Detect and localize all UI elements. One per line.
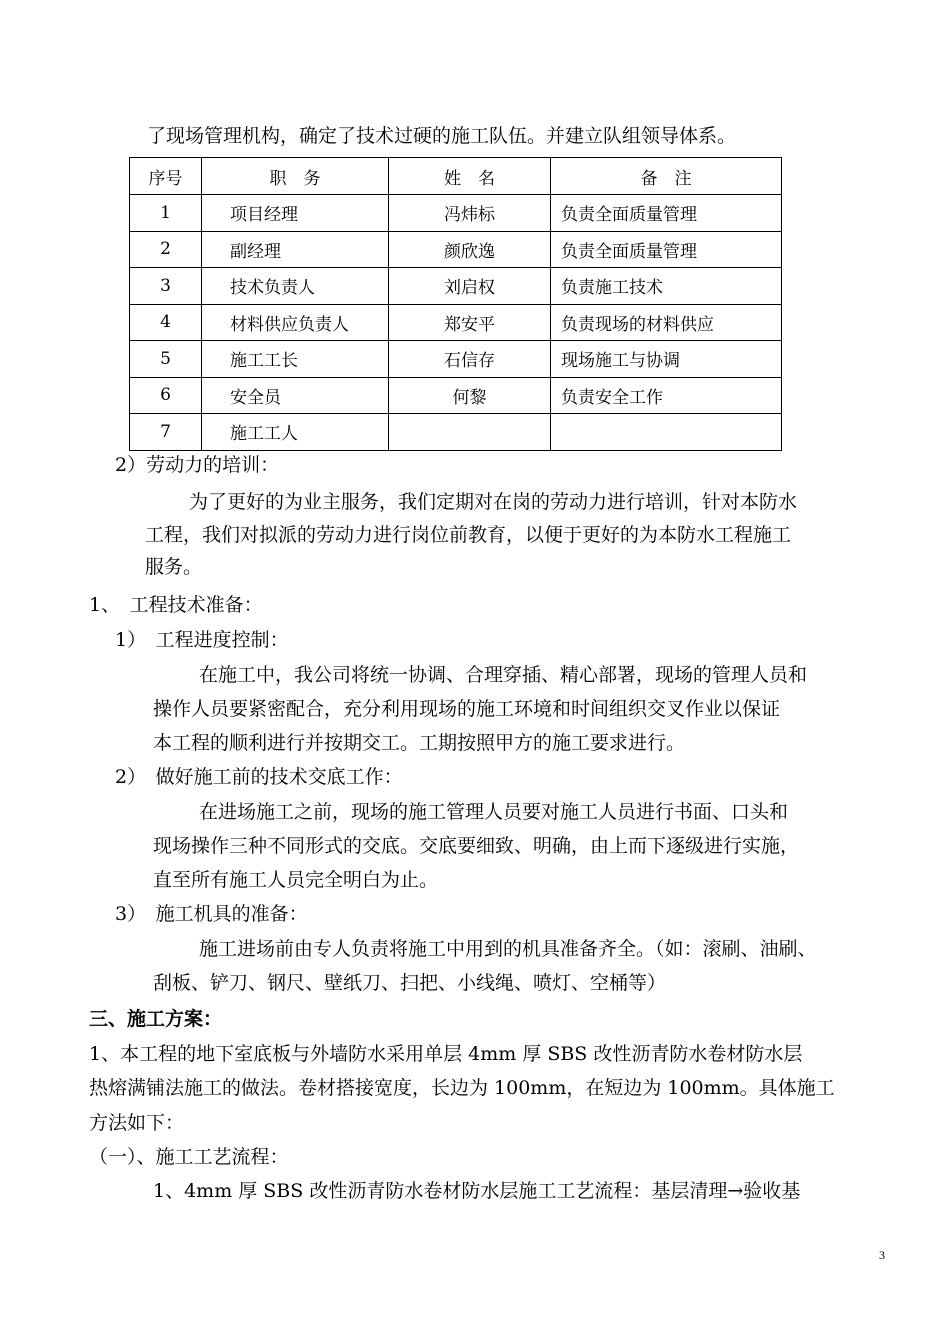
table-row [130,304,782,341]
plan-line-3: 方法如下： [89,1112,185,1134]
tech-item3-heading: 3） 施工机具的准备： [115,903,308,925]
cell-no: 1 [130,195,202,232]
plan-subheading: （一）、施工工艺流程： [89,1146,289,1168]
cell-remark: 负责安全工作 [551,377,782,414]
tech-heading: 1、 工程技术准备： [89,594,263,616]
plan-line-2: 热熔满铺法施工的做法。卷材搭接宽度，长边为 100mm，在短边为 100mm。具体施工 [89,1077,835,1099]
tech-item2-line-3: 直至所有施工人员完全明白为止。 [153,869,439,891]
cell-no: 2 [130,231,202,268]
labor-line-2: 工程，我们对拟派的劳动力进行岗位前教育，以便于更好的为本防水工程施工 [145,524,792,546]
tech-item1-line-2: 操作人员要紧密配合，充分利用现场的施工环境和时间组织交叉作业以保证 [153,698,781,720]
intro-line: 了现场管理机构，确定了技术过硬的施工队伍。并建立队组领导体系。 [147,125,737,147]
table-row [130,195,782,232]
cell-position: 安全员 [202,377,389,414]
cell-name: 冯炜标 [389,195,551,232]
tech-item1-heading: 1） 工程进度控制： [115,629,289,651]
cell-remark: 负责施工技术 [551,268,782,305]
cell-position: 副经理 [202,231,389,268]
plan-flow-line: 1、4mm 厚 SBS 改性沥青防水卷材防水层施工工艺流程：基层清理→验收基 [153,1180,801,1202]
cell-no: 7 [130,414,202,451]
cell-no: 4 [130,304,202,341]
table-row [130,414,782,451]
cell-no: 5 [130,341,202,378]
tech-item2-heading: 2） 做好施工前的技术交底工作： [115,766,403,788]
cell-position: 材料供应负责人 [202,304,389,341]
cell-remark [551,414,782,451]
cell-remark: 负责全面质量管理 [551,195,782,232]
table-header-row [130,158,782,195]
labor-line-1: 为了更好的为业主服务，我们定期对在岗的劳动力进行培训，针对本防水 [189,491,798,513]
header-cell-remark: 备 注 [551,158,782,195]
table-row [130,341,782,378]
cell-no: 3 [130,268,202,305]
plan-line-1: 1、本工程的地下室底板与外墙防水采用单层 4mm 厚 SBS 改性沥青防水卷材防水层 [89,1043,803,1065]
header-cell-no: 序号 [130,158,202,195]
cell-remark: 现场施工与协调 [551,341,782,378]
cell-name: 何黎 [389,377,551,414]
cell-remark: 负责现场的材料供应 [551,304,782,341]
tech-item3-line-1: 施工进场前由专人负责将施工中用到的机具准备齐全。（如：滚刷、油刷、 [199,938,817,960]
tech-item1-line-1: 在施工中，我公司将统一协调、合理穿插、精心部署，现场的管理人员和 [199,664,808,686]
page-number: 3 [879,1248,885,1262]
table-row [130,231,782,268]
cell-position: 施工工长 [202,341,389,378]
tech-item3-line-2: 刮板、铲刀、钢尺、壁纸刀、扫把、小线绳、喷灯、空桶等） [153,972,667,994]
cell-name [389,414,551,451]
cell-name: 颜欣逸 [389,231,551,268]
header-cell-name: 姓 名 [389,158,551,195]
cell-position: 项目经理 [202,195,389,232]
cell-position: 技术负责人 [202,268,389,305]
cell-name: 刘启权 [389,268,551,305]
tech-item1-line-3: 本工程的顺利进行并按期交工。工期按照甲方的施工要求进行。 [153,732,686,754]
plan-heading: 三、施工方案： [89,1008,223,1030]
header-cell-position: 职 务 [202,158,389,195]
cell-name: 郑安平 [389,304,551,341]
tech-item2-line-1: 在进场施工之前，现场的施工管理人员要对施工人员进行书面、口头和 [199,801,789,823]
table-row [130,268,782,305]
labor-line-3: 服务。 [145,556,203,578]
labor-heading: 2）劳动力的培训： [115,454,280,476]
cell-position: 施工工人 [202,414,389,451]
cell-no: 6 [130,377,202,414]
table-row [130,377,782,414]
cell-name: 石信存 [389,341,551,378]
cell-remark: 负责全面质量管理 [551,231,782,268]
staff-table [129,157,782,451]
tech-item2-line-2: 现场操作三种不同形式的交底。交底要细致、明确，由上而下逐级进行实施， [153,835,800,857]
